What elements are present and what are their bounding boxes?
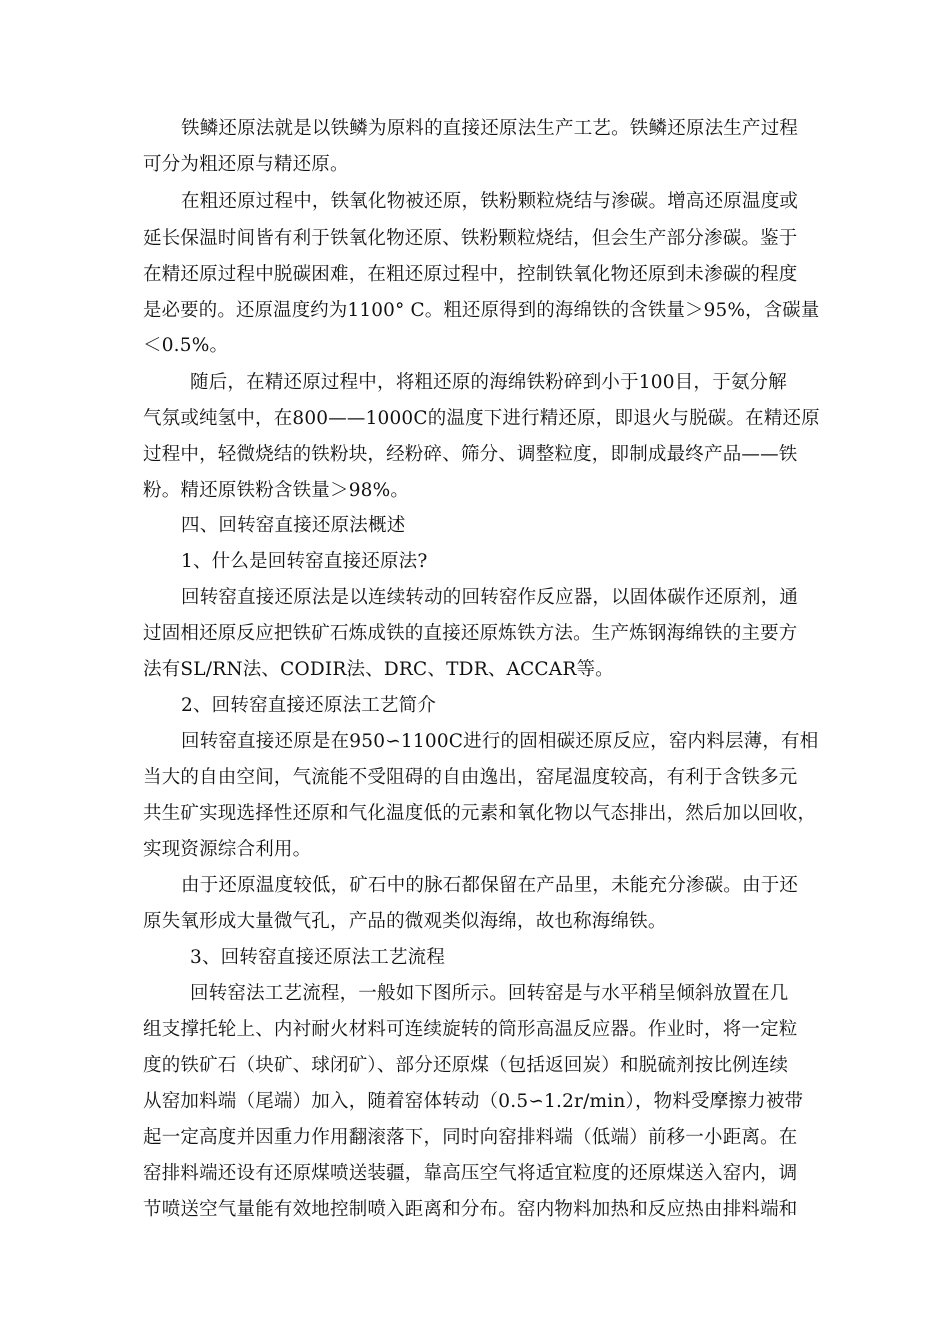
paragraph-line: 由于还原温度较低，矿石中的脉石都保留在产品里，未能充分渗碳。由于还 — [181, 875, 799, 896]
paragraph-line: 过程中，轻微烧结的铁粉块，经粉碎、筛分、调整粒度，即制成最终产品——铁 — [143, 444, 798, 465]
paragraph-line: 在精还原过程中脱碳困难，在粗还原过程中，控制铁氧化物还原到未渗碳的程度 — [143, 264, 798, 285]
paragraph-line: 延长保温时间皆有利于铁氧化物还原、铁粉颗粒烧结，但会生产部分渗碳。鉴于 — [143, 228, 798, 249]
subsection-heading: 3、回转窑直接还原法工艺流程 — [190, 947, 446, 968]
paragraph-line: 回转窑直接还原是在950∽1100C进行的固相碳还原反应，窑内料层薄，有相 — [181, 731, 819, 752]
paragraph-line: 组支撑托轮上、内衬耐火材料可连续旋转的筒形高温反应器。作业时，将一定粒 — [143, 1019, 798, 1040]
paragraph-line: 当大的自由空间，气流能不受阻碍的自由逸出，窑尾温度较高，有利于含铁多元 — [143, 767, 798, 788]
paragraph-line: 在粗还原过程中，铁氧化物被还原，铁粉颗粒烧结与渗碳。增高还原温度或 — [181, 191, 799, 212]
subsection-heading: 1、什么是回转窑直接还原法? — [181, 551, 428, 572]
paragraph-line: 随后，在精还原过程中，将粗还原的海绵铁粉碎到小于100目，于氨分解 — [190, 372, 787, 393]
paragraph-line: 节喷送空气量能有效地控制喷入距离和分布。窑内物料加热和反应热由排料端和 — [143, 1199, 798, 1220]
paragraph-line: 共生矿实现选择性还原和气化温度低的元素和氧化物以气态排出，然后加以回收， — [143, 803, 817, 824]
paragraph-line: 原失氧形成大量微气孔，产品的微观类似海绵，故也称海绵铁。 — [143, 911, 667, 932]
paragraph-line: 回转窑法工艺流程，一般如下图所示。回转窑是与水平稍呈倾斜放置在几 — [190, 983, 789, 1004]
paragraph-line: 法有SL/RN法、CODIR法、DRC、TDR、ACCAR等。 — [143, 659, 614, 680]
paragraph-line: 气氛或纯氢中，在800——1000C的温度下进行精还原，即退火与脱碳。在精还原 — [143, 408, 820, 429]
paragraph-line: 实现资源综合利用。 — [143, 839, 312, 860]
paragraph-line: 起一定高度并因重力作用翻滚落下，同时向窑排料端（低端）前移一小距离。在 — [143, 1127, 798, 1148]
section-heading: 四、回转窑直接还原法概述 — [181, 515, 406, 536]
paragraph-line: 粉。精还原铁粉含铁量＞98%。 — [143, 480, 410, 501]
paragraph-line: 窑排料端还设有还原煤喷送装疆，靠高压空气将适宜粒度的还原煤送入窑内，调 — [143, 1163, 798, 1184]
paragraph-line: 回转窑直接还原法是以连续转动的回转窑作反应器，以固体碳作还原剂，通 — [181, 587, 799, 608]
paragraph-line: 过固相还原反应把铁矿石炼成铁的直接还原炼铁方法。生产炼钢海绵铁的主要方 — [143, 623, 798, 644]
paragraph-line: 铁鳞还原法就是以铁鳞为原料的直接还原法生产工艺。铁鳞还原法生产过程 — [181, 118, 799, 139]
subsection-heading: 2、回转窑直接还原法工艺简介 — [181, 695, 437, 716]
paragraph-line: 可分为粗还原与精还原。 — [143, 154, 349, 175]
paragraph-line: 从窑加料端（尾端）加入，随着窑体转动（0.5∽1.2r/min），物料受摩擦力被带 — [143, 1091, 804, 1112]
paragraph-line: ＜0.5%。 — [143, 335, 229, 356]
paragraph-line: 度的铁矿石（块矿、球闭矿）、部分还原煤（包括返回炭）和脱硫剂按比例连续 — [143, 1055, 789, 1076]
paragraph-line: 是必要的。还原温度约为1100° C。粗还原得到的海绵铁的含铁量＞95%，含碳量 — [143, 300, 820, 321]
